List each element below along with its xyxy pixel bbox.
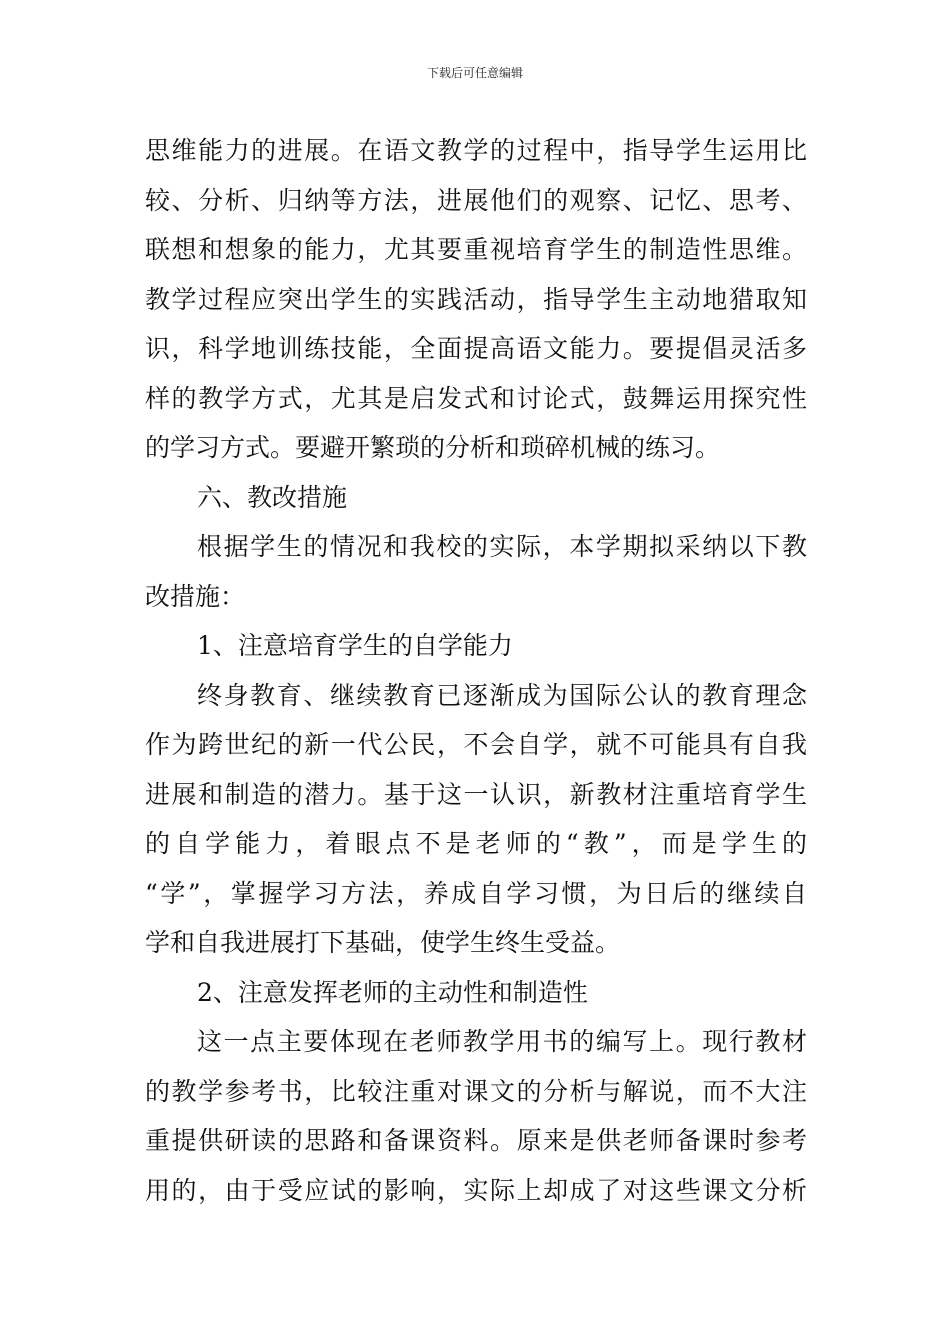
text-line: 教学过程应突出学生的实践活动，指导学生主动地猎取知 <box>145 284 807 314</box>
text-line: 思维能力的进展。在语文教学的过程中，指导学生运用比 <box>145 136 807 165</box>
text-line: 样的教学方式，尤其是启发式和讨论式，鼓舞运用探究性 <box>145 383 807 413</box>
page-header: 下载后可任意编辑 <box>426 66 523 80</box>
text-line: “学”，掌握学习方法，养成自学习惯，为日后的继续自 <box>145 878 807 908</box>
subsection-heading: 1、注意培育学生的自学能力 <box>197 631 513 660</box>
text-line: 学和自我进展打下基础，使学生终生受益。 <box>145 928 621 957</box>
text-line: 作为跨世纪的新一代公民，不会自学，就不可能具有自我 <box>145 730 807 759</box>
document-body <box>145 126 807 1215</box>
subsection-heading: 2、注意发挥老师的主动性和制造性 <box>197 977 588 1007</box>
text-line: 识，科学地训练技能，全面提高语文能力。要提倡灵活多 <box>145 334 807 363</box>
text-line: 重提供研读的思路和备课资料。原来是供老师备课时参考 <box>145 1126 807 1155</box>
text-line: 较、分析、归纳等方法，进展他们的观察、记忆、思考、 <box>145 185 807 215</box>
text-line: 进展和制造的潜力。基于这一认识，新教材注重培育学生 <box>145 779 807 809</box>
text-line: 用的，由于受应试的影响，实际上却成了对这些课文分析 <box>145 1175 807 1205</box>
text-line: 终身教育、继续教育已逐渐成为国际公认的教育理念 <box>197 680 807 710</box>
text-line: 联想和想象的能力，尤其要重视培育学生的制造性思维。 <box>145 235 807 264</box>
text-line: 的学习方式。要避开繁琐的分析和琐碎机械的练习。 <box>145 433 721 462</box>
section-heading: 六、教改措施 <box>197 482 348 512</box>
text-line: 的自学能力，着眼点不是老师的“教”，而是学生的 <box>145 829 807 858</box>
text-line: 根据学生的情况和我校的实际，本学期拟采纳以下教 <box>197 532 807 561</box>
text-line: 这一点主要体现在老师教学用书的编写上。现行教材 <box>197 1027 807 1056</box>
text-line: 改措施： <box>145 581 246 611</box>
text-line: 的教学参考书，比较注重对课文的分析与解说，而不大注 <box>145 1076 807 1106</box>
